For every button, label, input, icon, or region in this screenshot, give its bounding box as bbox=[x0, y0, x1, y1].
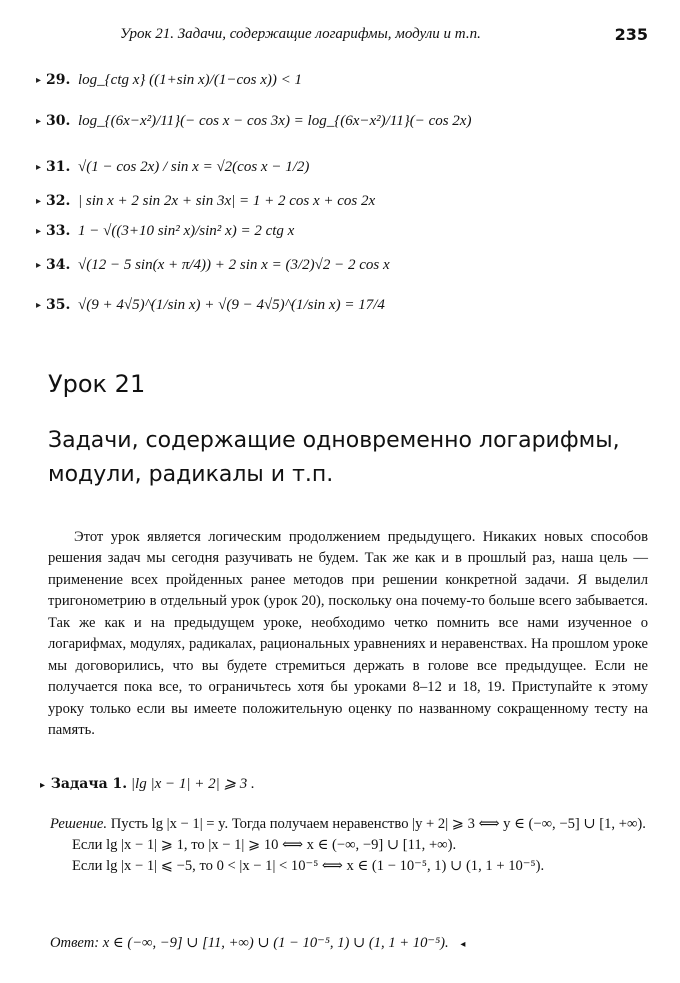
triangle-marker-icon: ▸ bbox=[36, 299, 42, 311]
problem-number: 31. bbox=[46, 159, 71, 175]
triangle-marker-icon: ▸ bbox=[36, 115, 42, 127]
problem-expression: √(1 − cos 2x) / sin x = √2(cos x − 1/2) bbox=[78, 158, 310, 175]
lesson-title: Задачи, содержащие одновременно логарифмы, модули, радикалы и т.п. bbox=[48, 428, 620, 487]
problem-expression: log_{(6x−x²)/11}(− cos x − cos 3x) = log_{(6x−x²)/11}(− cos 2x) bbox=[78, 112, 472, 129]
problem-30 bbox=[36, 96, 636, 146]
running-header bbox=[60, 26, 650, 48]
problem-list bbox=[36, 64, 636, 328]
problem-number: 32. bbox=[46, 193, 71, 209]
problem-expression: √(9 + 4√5)^(1/sin x) + √(9 − 4√5)^(1/sin x) = 17/4 bbox=[78, 296, 385, 313]
solution-text-1: Пусть lg |x − 1| = y. Тогда получаем неравенство |y + 2| ⩾ 3 ⟺ y ∈ (−∞, −5] ∪ [1, +∞). bbox=[110, 816, 646, 832]
problem-35 bbox=[36, 282, 636, 328]
triangle-marker-icon: ▸ bbox=[36, 161, 42, 173]
answer bbox=[50, 934, 646, 952]
solution-line-3: Если lg |x − 1| ⩽ −5, то 0 < |x − 1| < 10⁻⁵ ⟺ x ∈ (1 − 10⁻⁵, 1) ∪ (1, 1 + 10⁻⁵). bbox=[72, 858, 545, 874]
lesson-label: Урок 21 bbox=[48, 370, 146, 398]
problem-expression: | sin x + 2 sin 2x + sin 3x| = 1 + 2 cos x + cos 2x bbox=[78, 192, 376, 209]
task-expression: |lg |x − 1| + 2| ⩾ 3 . bbox=[130, 776, 255, 792]
problem-34 bbox=[36, 248, 636, 282]
end-marker-icon: ◂ bbox=[460, 939, 466, 950]
solution-line-1 bbox=[50, 814, 646, 835]
page-number: 235 bbox=[614, 25, 648, 44]
problem-expression: log_{ctg x} ((1+sin x)/(1−cos x)) < 1 bbox=[78, 71, 302, 88]
triangle-marker-icon: ▸ bbox=[36, 259, 42, 271]
problem-expression: √(12 − 5 sin(x + π/4)) + 2 sin x = (3/2)√2 − 2 cos x bbox=[78, 256, 390, 273]
triangle-marker-icon: ▸ bbox=[36, 74, 42, 86]
problem-29 bbox=[36, 64, 636, 96]
problem-32 bbox=[36, 188, 636, 214]
problem-number: 34. bbox=[46, 257, 71, 273]
problem-expression: 1 − √((3+10 sin² x)/sin² x) = 2 ctg x bbox=[78, 222, 295, 239]
problem-number: 33. bbox=[46, 223, 71, 239]
task-1 bbox=[40, 774, 640, 793]
solution bbox=[50, 814, 646, 877]
problem-number: 35. bbox=[46, 297, 71, 313]
problem-number: 29. bbox=[46, 72, 71, 88]
task-label: Задача 1. bbox=[50, 776, 128, 792]
problem-33 bbox=[36, 214, 636, 248]
triangle-marker-icon: ▸ bbox=[36, 225, 42, 237]
triangle-marker-icon: ▸ bbox=[36, 195, 42, 207]
solution-label: Решение. bbox=[50, 816, 108, 832]
problem-number: 30. bbox=[46, 113, 71, 129]
running-title: Урок 21. Задачи, содержащие логарифмы, модули и т.п. bbox=[120, 26, 481, 42]
solution-line-2: Если lg |x − 1| ⩾ 1, то |x − 1| ⩾ 10 ⟺ x ∈ (−∞, −9] ∪ [11, +∞). bbox=[72, 837, 457, 853]
answer-expression: x ∈ (−∞, −9] ∪ [11, +∞) ∪ (1 − 10⁻⁵, 1) ∪ (1, 1 + 10⁻⁵). bbox=[102, 935, 449, 951]
answer-label: Ответ: bbox=[50, 935, 100, 951]
problem-31 bbox=[36, 146, 636, 188]
intro-paragraph: Этот урок является логическим продолжением предыдущего. Никаких новых способов решения задач мы сегодня разучивать не будем. Так же как и в прошлый раз, наша цель — применение всех пройденных ранее методов при решении конкретной задачи. Я выделил тригонометрию в отдельный урок (урок 20), поскольку она почему-то больше всего забывается. Так же как и на предыдущем уроке, необходимо четко помнить все нами изученное о логарифмах, модулях, радикалах, рациональных уравнениях и неравенствах. На прошлом уроке мы договорились, что вы будете стремиться держать в голове все предыдущее. Если не получается пока все, то ограничьтесь хотя бы уроками 8–12 и 18, 19. Приступайте к этому уроку только если вы имеете положительную оценку по названному сокращенному тесту на память. bbox=[48, 528, 648, 739]
triangle-marker-icon: ▸ bbox=[40, 780, 46, 791]
